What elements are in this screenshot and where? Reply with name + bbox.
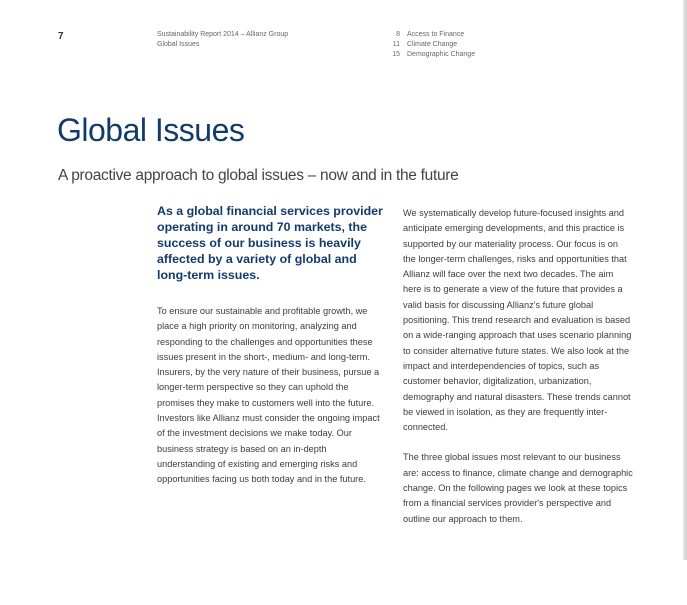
toc-page-number: 11 bbox=[392, 41, 400, 48]
page-number: 7 bbox=[58, 31, 64, 42]
body-paragraph: To ensure our sustainable and profitable growth, we place a high priority on monitoring, analyzing and responding to the challenges and opportunities these issues present in the short-, medium- and long-term. Insurers, by the very nature of their business, pursue a longer-term perspective so they can uphold the promises they make to customers well into the future. Investors like Allianz must consider the ongoing impact of the investment decisions we make today. Our business strategy is based on an in-depth understanding of existing and emerging risks and opportunities facing us both today and in the future. bbox=[157, 306, 380, 485]
left-column bbox=[157, 203, 387, 488]
toc-label: Access to Finance bbox=[407, 31, 465, 38]
section-name: Global Issues bbox=[157, 41, 200, 48]
body-paragraph: The three global issues most relevant to our business are: access to finance, climate change and demographic change. On the following pages we look at these topics from a financial services provider's perspective and outline our approach to them. bbox=[403, 452, 633, 524]
lead-paragraph: As a global financial services provider operating in around 70 markets, the success of our business is heavily affected by a variety of global and long-term issues. bbox=[157, 204, 383, 282]
right-column bbox=[403, 206, 633, 527]
toc-item-climate-change[interactable] bbox=[384, 40, 475, 50]
toc-item-access-to-finance[interactable] bbox=[384, 30, 475, 40]
report-title: Sustainability Report 2014 – Allianz Group bbox=[157, 31, 289, 38]
page-subtitle: A proactive approach to global issues – now and in the future bbox=[58, 167, 459, 184]
toc-label: Demographic Change bbox=[407, 51, 476, 58]
toc-page-number: 8 bbox=[396, 31, 400, 38]
running-header bbox=[157, 30, 288, 50]
page-edge-shadow bbox=[683, 0, 687, 560]
toc-label: Climate Change bbox=[407, 41, 458, 48]
toc-item-demographic-change[interactable] bbox=[384, 50, 475, 60]
section-toc bbox=[384, 30, 475, 60]
toc-page-number: 15 bbox=[392, 51, 400, 58]
page-title: Global Issues bbox=[57, 112, 245, 148]
body-paragraph: We systematically develop future-focused insights and anticipate emerging developments, and this practice is supported by our materiality process. Our focus is on the longer-term challenges, risks and opportunities that Allianz will face over the next two decades. The aim here is to generate a view of the future that provides a valid basis for discussing Allianz's future global positioning. This trend research and evaluation is based on a wide-ranging approach that uses scenario planning to consider alternative future states. We also look at the impact and interdependencies of topics, such as customer behavior, digitalization, urbanization, demography and natural disasters. These trends cannot be viewed in isolation, as they are frequently inter-connected. bbox=[403, 208, 632, 433]
